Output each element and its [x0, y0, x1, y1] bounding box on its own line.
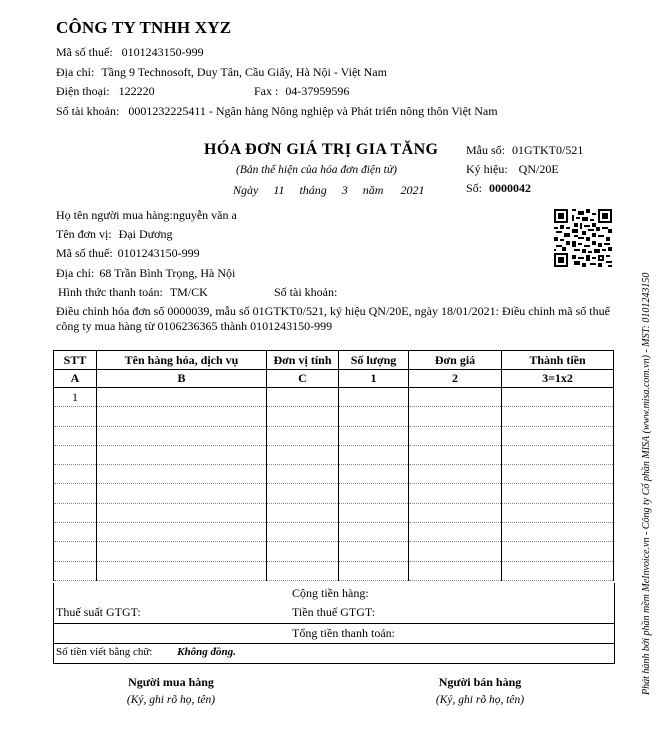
- buyer-payment-line: [58, 285, 208, 300]
- in-words-label: Số tiền viết bằng chữ:: [56, 646, 153, 658]
- buyer-account-line: [274, 285, 341, 300]
- in-words-line: [56, 646, 236, 658]
- seller-phone: 122220: [118, 84, 155, 98]
- seller-tax-code: 0101243150-999: [121, 45, 204, 59]
- buyer-payment: TM/CK: [169, 285, 208, 299]
- date-month: 3: [341, 183, 348, 197]
- col-code-b: B: [97, 370, 267, 388]
- seller-address-line: [56, 65, 387, 80]
- col-code-1: 1: [339, 370, 409, 388]
- date-day: 11: [273, 183, 285, 197]
- table-row: [54, 445, 614, 464]
- total-label: Tổng tiền thanh toán:: [292, 626, 395, 640]
- items-table: [53, 350, 614, 581]
- date-day-label: Ngày: [233, 183, 259, 197]
- buyer-tax-code: 0101243150-999: [117, 246, 200, 260]
- date-year: 2021: [400, 183, 425, 197]
- seller-tax-code-label: Mã số thuế:: [56, 45, 113, 59]
- table-header-row: [54, 351, 614, 370]
- buyer-signature: [96, 675, 246, 706]
- seller-phone-line: [56, 84, 155, 99]
- seller-address-label: Địa chỉ:: [56, 65, 95, 79]
- date-month-label: tháng: [299, 183, 327, 197]
- buyer-address-label: Địa chỉ:: [56, 266, 95, 280]
- buyer-unit-line: [56, 227, 173, 242]
- table-row: [54, 523, 614, 542]
- seller-fax-label: Fax :: [254, 84, 279, 98]
- summary-divider: [54, 623, 614, 624]
- seller-address: Tầng 9 Technosoft, Duy Tân, Cầu Giấy, Hà Nội - Việt Nam: [101, 65, 387, 79]
- col-header-unit: Đơn vị tính: [267, 351, 339, 370]
- buyer-name-line: [56, 208, 237, 223]
- buyer-address-line: [56, 266, 235, 281]
- date-year-label: năm: [362, 183, 384, 197]
- buyer-account-label: Số tài khoản:: [274, 285, 338, 299]
- seller-fax-line: [254, 84, 349, 99]
- buyer-tax-code-label: Mã số thuế:: [56, 246, 113, 260]
- seller-account: 0001232225411 - Ngân hàng Nông nghiệp và Phát triển nông thôn Việt Nam: [128, 104, 498, 118]
- invoice-symbol: QN/20E: [518, 162, 559, 176]
- vat-rate-label: Thuế suất GTGT:: [56, 605, 141, 619]
- col-code-c: C: [267, 370, 339, 388]
- buyer-name: nguyễn văn a: [172, 208, 237, 222]
- invoice-number-line: [466, 181, 531, 196]
- buyer-signature-title: Người mua hàng: [128, 675, 214, 689]
- invoice-symbol-label: Ký hiệu:: [466, 162, 508, 176]
- summary-block: [53, 583, 615, 664]
- in-words-value: Không đồng.: [177, 646, 236, 658]
- table-row: [54, 426, 614, 445]
- adjustment-note: Điều chỉnh hóa đơn số 0000039, mẫu số 01GTKT0/521, ký hiệu QN/20E, ngày 18/01/2021: Điều chỉnh mã số thuế công ty mua hàng từ 0106236365 thành 0101243150-999: [56, 304, 610, 333]
- seller-company-name: CÔNG TY TNHH XYZ: [56, 18, 232, 37]
- buyer-name-label: Họ tên người mua hàng:: [56, 208, 173, 222]
- table-row: [54, 484, 614, 503]
- table-row: [54, 503, 614, 522]
- col-header-price: Đơn giá: [409, 351, 502, 370]
- col-header-stt: STT: [54, 351, 97, 370]
- table-code-row: [54, 370, 614, 388]
- buyer-signature-note: (Ký, ghi rõ họ, tên): [126, 694, 216, 706]
- table-row: [54, 407, 614, 426]
- invoice-date: [233, 183, 424, 198]
- col-header-amount: Thành tiền: [502, 351, 614, 370]
- invoice-title: HÓA ĐƠN GIÁ TRỊ GIA TĂNG: [204, 141, 439, 158]
- table-row: [54, 388, 614, 407]
- seller-signature: [405, 675, 555, 706]
- invoice-form: 01GTKT0/521: [512, 143, 584, 157]
- table-row: [54, 542, 614, 561]
- invoice-form-label: Mẫu số:: [466, 143, 505, 157]
- table-row: [54, 561, 614, 580]
- invoice-form-line: [466, 143, 583, 158]
- col-code-3: 3=1x2: [502, 370, 614, 388]
- issuer-side-note: Phát hành bởi phần mềm MeInvoice.vn - Công ty Cổ phần MISA (www.misa.com.vn) - MST: 0101243150: [641, 272, 652, 695]
- seller-signature-note: (Ký, ghi rõ họ, tên): [435, 694, 525, 706]
- row-stt: 1: [54, 388, 97, 407]
- seller-fax: 04-37959596: [285, 84, 350, 98]
- summary-divider: [54, 643, 614, 644]
- col-header-item: Tên hàng hóa, dịch vụ: [97, 351, 267, 370]
- seller-account-line: [56, 104, 498, 119]
- seller-phone-label: Điện thoại:: [56, 84, 110, 98]
- col-code-2: 2: [409, 370, 502, 388]
- invoice-symbol-line: [466, 162, 559, 177]
- table-row: [54, 465, 614, 484]
- buyer-payment-label: Hình thức thanh toán:: [58, 285, 163, 299]
- col-header-quantity: Số lượng: [339, 351, 409, 370]
- subtotal-label: Cộng tiền hàng:: [292, 586, 369, 600]
- seller-account-label: Số tài khoản:: [56, 104, 120, 118]
- buyer-unit: Đại Dương: [118, 227, 173, 241]
- buyer-tax-code-line: [56, 246, 200, 261]
- seller-signature-title: Người bán hàng: [438, 675, 522, 689]
- qr-code-icon: [554, 209, 612, 267]
- buyer-unit-label: Tên đơn vị:: [56, 227, 112, 241]
- buyer-address: 68 Trần Bình Trọng, Hà Nội: [99, 266, 236, 280]
- seller-tax-code-line: [56, 45, 204, 60]
- col-code-a: A: [54, 370, 97, 388]
- vat-amount-label: Tiền thuế GTGT:: [292, 605, 375, 619]
- invoice-number: 0000042: [489, 181, 532, 195]
- invoice-subtitle: (Bản thể hiện của hóa đơn điện tử): [236, 164, 397, 176]
- invoice-number-label: Số:: [466, 181, 483, 195]
